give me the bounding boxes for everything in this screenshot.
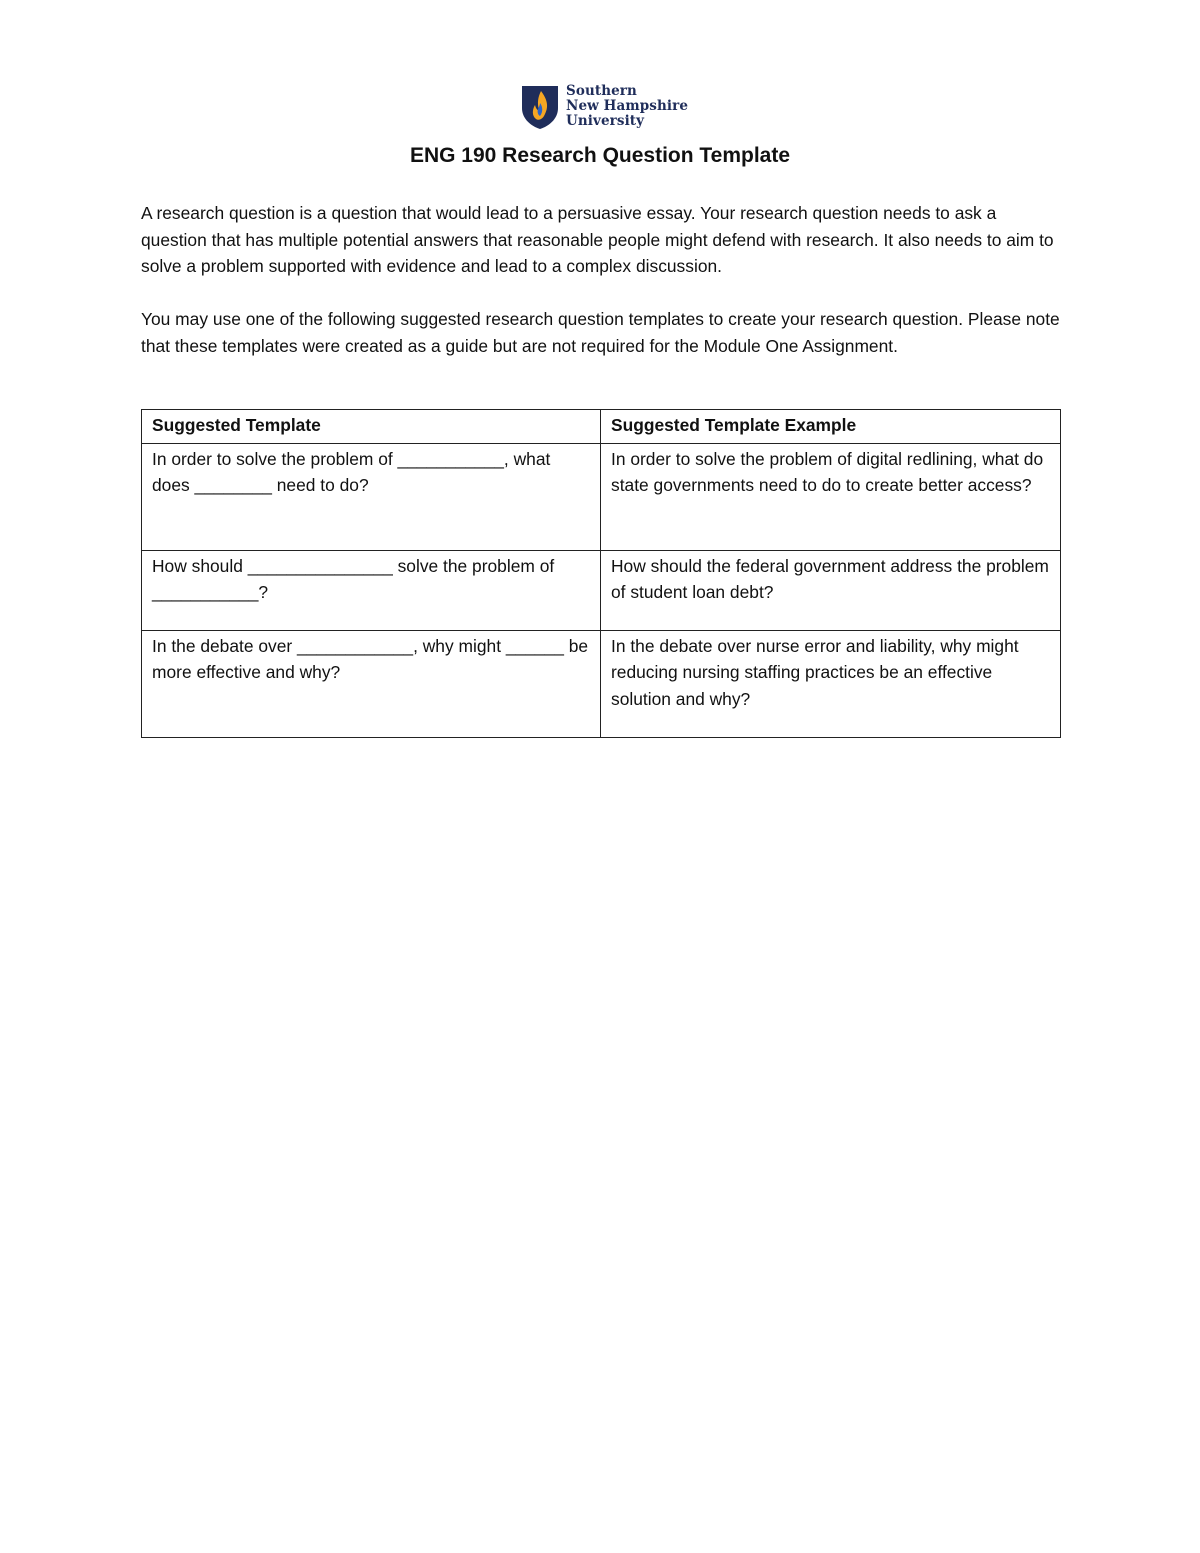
page-title: ENG 190 Research Question Template	[409, 144, 791, 167]
column-header-template: Suggested Template	[142, 410, 601, 444]
table-row	[142, 630, 1061, 737]
logo-line-2: New Hampshire	[566, 98, 689, 114]
instructions-paragraph: You may use one of the following suggested research question templates to create your research question. Please note that these templates were created as a guide but are not required for the Module One Assignment.	[141, 309, 1060, 356]
template-table	[141, 409, 1061, 738]
table-row	[142, 443, 1061, 550]
template-cell: In the debate over ____________, why might ______ be more effective and why?	[142, 630, 601, 737]
logo-line-1: Southern	[566, 83, 637, 99]
template-cell: How should _______________ solve the problem of ___________?	[142, 550, 601, 630]
table-row	[142, 550, 1061, 630]
example-cell: In order to solve the problem of digital redlining, what do state governments need to do to create better access?	[601, 443, 1061, 550]
shield-flame-icon	[520, 84, 560, 130]
intro-paragraph: A research question is a question that would lead to a persuasive essay. Your research question needs to ask a question that has multiple potential answers that reasonable people might defend with research. It also needs to aim to solve a problem supported with evidence and lead to a complex discussion.	[141, 203, 1054, 276]
logo-line-3: University	[566, 113, 645, 129]
snhu-logo	[520, 84, 690, 132]
example-cell: In the debate over nurse error and liability, why might reducing nursing staffing practices be an effective solution and why?	[601, 630, 1061, 737]
column-header-example: Suggested Template Example	[601, 410, 1061, 444]
example-cell: How should the federal government address the problem of student loan debt?	[601, 550, 1061, 630]
table-header-row	[142, 410, 1061, 444]
logo-wordmark	[566, 84, 688, 129]
template-cell: In order to solve the problem of ___________, what does ________ need to do?	[142, 443, 601, 550]
